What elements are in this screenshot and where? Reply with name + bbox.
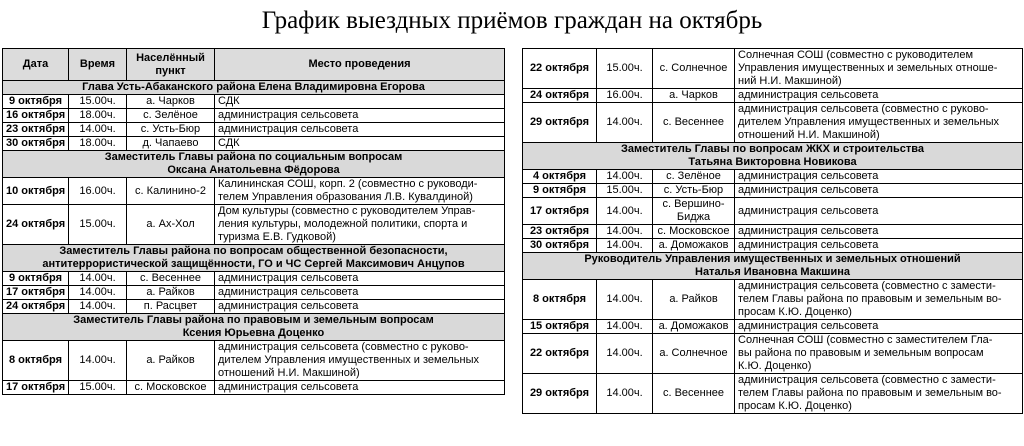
place-cell: СДК: [215, 95, 505, 109]
settlement-cell: а. Райков: [653, 280, 735, 320]
place-cell: Солнечная СОШ (совместно с руководителем Управления имущественных и земельных отноше- ний Н.И. Макшиной): [735, 49, 1023, 89]
section-heading: Заместитель Главы района по социальным вопросам Оксана Анатольевна Фёдорова: [3, 151, 505, 178]
place-cell: администрация сельсовета (совместно с руково- дителем Управления имущественных и земельных отношений Н.И. Макшиной): [215, 341, 505, 381]
section-row: [3, 81, 505, 95]
schedule-row: [523, 184, 1023, 198]
time-cell: 18.00ч.: [69, 109, 127, 123]
schedule-row: [3, 109, 505, 123]
settlement-cell: с. Весеннее: [653, 374, 735, 414]
time-cell: 15.00ч.: [69, 205, 127, 245]
schedule-row: [3, 205, 505, 245]
schedule-row: [3, 123, 505, 137]
schedule-table-left: [2, 48, 505, 395]
settlement-cell: а. Солнечное: [653, 334, 735, 374]
date-cell: 8 октября: [3, 341, 69, 381]
time-cell: 14.00ч.: [597, 198, 653, 225]
section-heading: Заместитель Главы района по вопросам общественной безопасности, антитеррористической защищённости, ГО и ЧС Сергей Максимович Анцупов: [3, 245, 505, 272]
date-cell: 17 октября: [3, 381, 69, 395]
schedule-row: [3, 286, 505, 300]
date-cell: 9 октября: [3, 272, 69, 286]
settlement-cell: а. Чарков: [653, 89, 735, 103]
place-cell: администрация сельсовета: [735, 170, 1023, 184]
time-cell: 14.00ч.: [597, 280, 653, 320]
date-cell: 22 октября: [523, 49, 597, 89]
date-cell: 23 октября: [523, 225, 597, 239]
place-cell: администрация сельсовета: [735, 89, 1023, 103]
header-date: Дата: [3, 49, 69, 81]
place-cell: администрация сельсовета: [215, 300, 505, 314]
settlement-cell: с. Вершино- Биджа: [653, 198, 735, 225]
schedule-row: [523, 89, 1023, 103]
time-cell: 15.00ч.: [597, 184, 653, 198]
place-cell: администрация сельсовета: [215, 272, 505, 286]
place-cell: администрация сельсовета: [215, 286, 505, 300]
date-cell: 29 октября: [523, 374, 597, 414]
place-cell: Калининская СОШ, корп. 2 (совместно с руководи- телем Управления образования Л.В. Кувалдиной): [215, 178, 505, 205]
section-row: [3, 314, 505, 341]
place-cell: администрация сельсовета: [215, 381, 505, 395]
section-row: [3, 245, 505, 272]
time-cell: 14.00ч.: [597, 170, 653, 184]
section-heading: Заместитель Главы района по правовым и земельным вопросам Ксения Юрьевна Доценко: [3, 314, 505, 341]
schedule-row: [3, 95, 505, 109]
time-cell: 14.00ч.: [597, 225, 653, 239]
date-cell: 24 октября: [3, 205, 69, 245]
time-cell: 14.00ч.: [69, 272, 127, 286]
date-cell: 16 октября: [3, 109, 69, 123]
date-cell: 15 октября: [523, 320, 597, 334]
place-cell: администрация сельсовета: [735, 198, 1023, 225]
time-cell: 14.00ч.: [69, 341, 127, 381]
settlement-cell: с. Зелёное: [653, 170, 735, 184]
date-cell: 23 октября: [3, 123, 69, 137]
time-cell: 14.00ч.: [597, 239, 653, 253]
time-cell: 14.00ч.: [597, 374, 653, 414]
time-cell: 14.00ч.: [597, 103, 653, 143]
date-cell: 9 октября: [3, 95, 69, 109]
schedule-row: [523, 280, 1023, 320]
schedule-row: [523, 374, 1023, 414]
schedule-row: [523, 320, 1023, 334]
settlement-cell: с. Весеннее: [653, 103, 735, 143]
header-settlement: Населённый пункт: [127, 49, 215, 81]
time-cell: 16.00ч.: [597, 89, 653, 103]
settlement-cell: с. Московское: [653, 225, 735, 239]
place-cell: администрация сельсовета (совместно с замести- телем Главы района по правовым и земельным во- просам К.Ю. Доценко): [735, 280, 1023, 320]
date-cell: 24 октября: [3, 300, 69, 314]
settlement-cell: с. Усть-Бюр: [653, 184, 735, 198]
schedule-row: [523, 103, 1023, 143]
place-cell: администрация сельсовета: [215, 123, 505, 137]
schedule-row: [3, 272, 505, 286]
place-cell: администрация сельсовета: [735, 184, 1023, 198]
header-time: Время: [69, 49, 127, 81]
date-cell: 17 октября: [523, 198, 597, 225]
place-cell: Дом культуры (совместно с руководителем Управ- ления культуры, молодежной политики, спорта и туризма Е.В. Гудковой): [215, 205, 505, 245]
settlement-cell: п. Расцвет: [127, 300, 215, 314]
schedule-row: [3, 341, 505, 381]
schedule-row: [523, 334, 1023, 374]
section-heading: Руководитель Управления имущественных и земельных отношений Наталья Ивановна Макшина: [523, 253, 1023, 280]
page-title: График выездных приёмов граждан на октябрь: [261, 7, 763, 34]
header-row: [3, 49, 505, 81]
section-row: [523, 143, 1023, 170]
settlement-cell: с. Зелёное: [127, 109, 215, 123]
time-cell: 14.00ч.: [69, 286, 127, 300]
date-cell: 30 октября: [3, 137, 69, 151]
place-cell: администрация сельсовета: [215, 109, 505, 123]
place-cell: Солнечная СОШ (совместно с заместителем Гла- вы района по правовым и земельным вопросам К.Ю. Доценко): [735, 334, 1023, 374]
settlement-cell: а. Доможаков: [653, 239, 735, 253]
schedule-row: [523, 170, 1023, 184]
settlement-cell: а. Чарков: [127, 95, 215, 109]
settlement-cell: с. Московское: [127, 381, 215, 395]
schedule-body-left: [3, 81, 505, 395]
settlement-cell: с. Калинино-2: [127, 178, 215, 205]
section-heading: Заместитель Главы по вопросам ЖКХ и строительства Татьяна Викторовна Новикова: [523, 143, 1023, 170]
place-cell: администрация сельсовета: [735, 320, 1023, 334]
date-cell: 4 октября: [523, 170, 597, 184]
date-cell: 22 октября: [523, 334, 597, 374]
schedule-row: [3, 137, 505, 151]
time-cell: 15.00ч.: [69, 95, 127, 109]
time-cell: 14.00ч.: [597, 320, 653, 334]
time-cell: 15.00ч.: [69, 381, 127, 395]
schedule-row: [523, 49, 1023, 89]
settlement-cell: а. Райков: [127, 286, 215, 300]
date-cell: 8 октября: [523, 280, 597, 320]
schedule-row: [523, 198, 1023, 225]
time-cell: 15.00ч.: [597, 49, 653, 89]
place-cell: администрация сельсовета (совместно с руково- дителем Управления имущественных и земельных отношений Н.И. Макшиной): [735, 103, 1023, 143]
schedule-row: [3, 178, 505, 205]
section-heading: Глава Усть-Абаканского района Елена Владимировна Егорова: [3, 81, 505, 95]
schedule-row: [523, 225, 1023, 239]
time-cell: 16.00ч.: [69, 178, 127, 205]
place-cell: администрация сельсовета: [735, 239, 1023, 253]
date-cell: 30 октября: [523, 239, 597, 253]
schedule-body-right: [523, 49, 1023, 414]
schedule-row: [523, 239, 1023, 253]
schedule-row: [3, 300, 505, 314]
settlement-cell: с. Весеннее: [127, 272, 215, 286]
header-place: Место проведения: [215, 49, 505, 81]
date-cell: 10 октября: [3, 178, 69, 205]
time-cell: 14.00ч.: [597, 334, 653, 374]
settlement-cell: д. Чапаево: [127, 137, 215, 151]
settlement-cell: а. Доможаков: [653, 320, 735, 334]
date-cell: 29 октября: [523, 103, 597, 143]
place-cell: администрация сельсовета: [735, 225, 1023, 239]
section-row: [3, 151, 505, 178]
section-row: [523, 253, 1023, 280]
date-cell: 9 октября: [523, 184, 597, 198]
settlement-cell: а. Райков: [127, 341, 215, 381]
schedule-table-right: [522, 48, 1023, 414]
settlement-cell: с. Усть-Бюр: [127, 123, 215, 137]
time-cell: 14.00ч.: [69, 123, 127, 137]
time-cell: 18.00ч.: [69, 137, 127, 151]
settlement-cell: с. Солнечное: [653, 49, 735, 89]
place-cell: администрация сельсовета (совместно с замести- телем Главы района по правовым и земельным во- просам К.Ю. Доценко): [735, 374, 1023, 414]
date-cell: 17 октября: [3, 286, 69, 300]
place-cell: СДК: [215, 137, 505, 151]
schedule-row: [3, 381, 505, 395]
time-cell: 14.00ч.: [69, 300, 127, 314]
settlement-cell: а. Ах-Хол: [127, 205, 215, 245]
date-cell: 24 октября: [523, 89, 597, 103]
